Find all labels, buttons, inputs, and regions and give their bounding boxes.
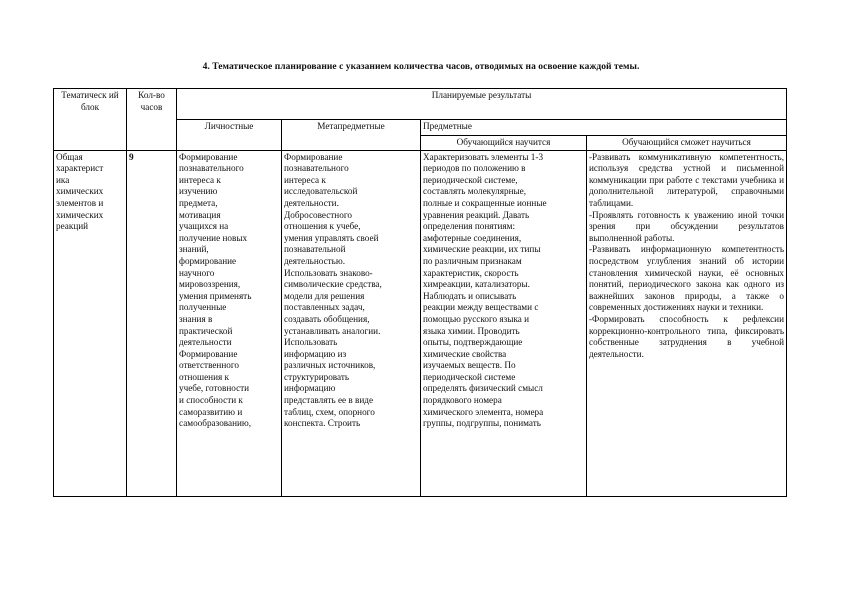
- document-title: 4. Тематическое планирование с указанием количества часов, отводимых на освоение каждой темы.: [202, 62, 640, 72]
- header-metasubject: Метапредметные: [282, 120, 421, 151]
- header-subject: Предметные: [421, 120, 787, 136]
- cell-may-learn: -Развивать коммуникативную компетентность, используя средства устной и письменной коммуникации при работе с текстами учебника и дополнительной литературой, справочными таблицами. -Проявлять готовность к уважению иной точки зрения при обсуждении результатов выполненной работы. -Развивать информационную компетентность посредством углубления знаний об истории становления химической науки, её основных понятий, периодического закона как одного из важнейших законов природы, а также о современных достижениях науки и техники. -Формировать способность к рефлексии коррекционно-контрольного типа, фиксировать собственные затруднения в учебной деятельности.: [589, 151, 785, 359]
- header-may-learn: Обучающийся сможет научиться: [587, 136, 787, 151]
- cell-personal-results: Формирование познавательного интереса к изучению предмета, мотивация учащихся на получение новых знаний, формирование научного мировоззрения, умения применять полученные знания в практической деятельности Формирование ответственного отношения к учебе, готовности и способности к саморазвитию и самообразованию,: [179, 151, 252, 429]
- cell-hours: 9: [129, 151, 134, 162]
- header-will-learn: Обучающийся научится: [421, 136, 587, 151]
- header-personal: Личностные: [177, 120, 282, 151]
- header-thematic-block: Тематическ ий блок: [54, 89, 127, 151]
- cell-metasubject-results: Формирование познавательного интереса к исследовательской деятельности. Добросовестного отношения к учебе, умения управлять своей познавательной деятельностью. Использовать знаково- символические средства, модели для решения поставленных задач, создавать обобщения, устанавливать аналогии. Использовать информацию из различных источников, структурировать информацию представлять ее в виде таблиц, схем, опорного конспекта. Строить: [284, 151, 382, 429]
- header-planned-results: Планируемые результаты: [177, 89, 787, 120]
- cell-thematic-block: Общая характерист ика химических элементов и химических реакций: [56, 151, 104, 232]
- cell-will-learn: Характеризовать элементы 1-3 периодов по положению в периодической системе, составлять молекулярные, полные и сокращенные ионные уравнения реакций. Давать определения понятиям: амфотерные соединения, химические реакции, их типы по различным признакам характеристик, скорость химреакции, катализаторы. Наблюдать и описывать реакции между веществами с помощью русского языка и языка химии. Проводить опыты, подтверждающие химические свойства изучаемых веществ. По периодической системе определять физический смысл порядкового номера химического элемента, номера группы, подгруппы, понимать: [423, 151, 547, 429]
- header-hours: Кол-во часов: [127, 89, 177, 151]
- table-row: [54, 150, 787, 496]
- planning-table: [53, 88, 787, 497]
